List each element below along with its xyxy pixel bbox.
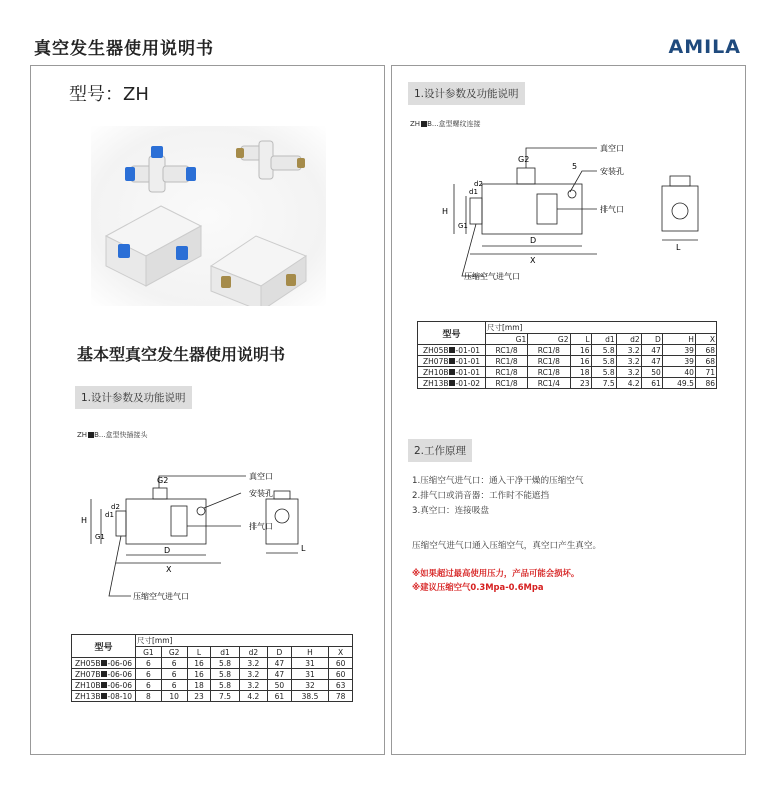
- column-header: X: [329, 647, 353, 658]
- column-header: d2: [239, 647, 267, 658]
- model-cell: ZH07B -06-06: [72, 669, 136, 680]
- right-diagram-l: L: [676, 243, 681, 252]
- model-cell: ZH10B -06-06: [72, 680, 136, 691]
- cell: 3.2: [239, 658, 267, 669]
- column-header: L: [570, 334, 591, 345]
- left-diagram-h: H: [81, 516, 88, 525]
- right-diagram-d: D: [530, 236, 537, 245]
- cell: 16: [187, 658, 211, 669]
- right-table-size-header: 尺寸[mm]: [486, 322, 717, 334]
- table-row: [418, 345, 717, 356]
- right-variant-caption: [410, 119, 481, 129]
- column-header: X: [695, 334, 716, 345]
- left-diagram-d1: d1: [105, 511, 114, 519]
- cell: 49.5: [662, 378, 695, 389]
- right-diagram-inlet: 压缩空气进气口: [464, 272, 520, 281]
- table-row: [72, 658, 353, 669]
- left-diagram-l: L: [301, 544, 306, 553]
- column-header: d1: [591, 334, 616, 345]
- model-cell: ZH05B -06-06: [72, 658, 136, 669]
- left-diagram-x: X: [166, 565, 172, 574]
- principle-3: 3.真空口：连接吸盘: [412, 506, 489, 516]
- cell: 5.8: [591, 345, 616, 356]
- left-spec-table: [71, 634, 353, 702]
- right-panel: [391, 65, 746, 755]
- cell: 47: [641, 356, 662, 367]
- model-cell: ZH13B -08-10: [72, 691, 136, 702]
- cell: 6: [161, 658, 187, 669]
- cell: 16: [187, 669, 211, 680]
- right-diagram-exhaust: 排气口: [600, 205, 624, 214]
- cell: 61: [641, 378, 662, 389]
- cell: 23: [187, 691, 211, 702]
- cell: 63: [329, 680, 353, 691]
- table-row: [418, 378, 717, 389]
- column-header: D: [268, 647, 292, 658]
- model-cell: ZH05B -01-01: [418, 345, 486, 356]
- cell: 3.2: [239, 680, 267, 691]
- column-header: G2: [161, 647, 187, 658]
- cell: 86: [695, 378, 716, 389]
- right-variant-suffix: B...盒型螺纹连接: [427, 120, 481, 128]
- table-row: [418, 356, 717, 367]
- right-variant-prefix: ZH: [410, 120, 421, 128]
- cell: 4.2: [239, 691, 267, 702]
- right-section-label: 1.设计参数及功能说明: [408, 82, 525, 105]
- left-variant-prefix: ZH: [77, 431, 88, 439]
- right-spec-table: [417, 321, 717, 389]
- principle-2: 2.排气口或消音器：工作时不能遮挡: [412, 491, 550, 501]
- right-diagram-vacuum: 真空口: [600, 144, 624, 153]
- left-diagram-d: D: [164, 546, 171, 555]
- left-diagram-d2: d2: [111, 503, 120, 511]
- left-diagram-inlet: 压缩空气进气口: [133, 592, 189, 601]
- left-diagram-g1: G1: [95, 533, 105, 541]
- cell: 16: [570, 345, 591, 356]
- warning-2: ※建议压缩空气0.3Mpa-0.6Mpa: [412, 582, 544, 592]
- table-row: [72, 669, 353, 680]
- left-variant-caption: [77, 430, 148, 440]
- cell: 7.5: [211, 691, 239, 702]
- column-header: G2: [528, 334, 570, 345]
- cell: RC1/8: [486, 356, 528, 367]
- product-photo: [91, 126, 326, 306]
- right-diagram-g1: G1: [458, 222, 468, 230]
- column-header: H: [662, 334, 695, 345]
- cell: 18: [570, 367, 591, 378]
- right-section2-label: 2.工作原理: [408, 439, 472, 462]
- cell: 60: [329, 669, 353, 680]
- right-diagram-five: 5: [572, 162, 578, 171]
- right-diagram-mount: 安装孔: [600, 167, 624, 176]
- cell: 6: [136, 680, 162, 691]
- cell: 6: [161, 680, 187, 691]
- cell: RC1/8: [528, 345, 570, 356]
- cell: 78: [329, 691, 353, 702]
- right-diagram-d2: d2: [474, 180, 483, 188]
- cell: 68: [695, 356, 716, 367]
- product-photo-illustration: [91, 126, 326, 306]
- cell: 32: [291, 680, 328, 691]
- cell: 50: [268, 680, 292, 691]
- cell: RC1/8: [486, 378, 528, 389]
- right-diagram-d1: d1: [469, 188, 478, 196]
- cell: 6: [161, 669, 187, 680]
- principle-1: 1.压缩空气进气口：通入干净干燥的压缩空气: [412, 476, 584, 486]
- cell: RC1/4: [528, 378, 570, 389]
- left-diagram-exhaust: 排气口: [249, 522, 273, 531]
- cell: 3.2: [616, 367, 641, 378]
- column-header: L: [187, 647, 211, 658]
- cell: 31: [291, 669, 328, 680]
- cell: 3.2: [616, 356, 641, 367]
- table-row: [72, 680, 353, 691]
- cell: 50: [641, 367, 662, 378]
- column-header: H: [291, 647, 328, 658]
- square-icon: [88, 432, 94, 438]
- model-cell: ZH13B -01-02: [418, 378, 486, 389]
- column-header: G1: [486, 334, 528, 345]
- cell: 68: [695, 345, 716, 356]
- left-subtitle: 基本型真空发生器使用说明书: [77, 345, 286, 364]
- cell: 61: [268, 691, 292, 702]
- principle-summary: 压缩空气进气口通入压缩空气，真空口产生真空。: [412, 541, 602, 551]
- column-header: G1: [136, 647, 162, 658]
- cell: 5.8: [211, 669, 239, 680]
- cell: 39: [662, 356, 695, 367]
- right-diagram-h: H: [442, 207, 449, 216]
- cell: 39: [662, 345, 695, 356]
- cell: 60: [329, 658, 353, 669]
- cell: 5.8: [591, 356, 616, 367]
- cell: 5.8: [211, 680, 239, 691]
- cell: 3.2: [239, 669, 267, 680]
- cell: 40: [662, 367, 695, 378]
- left-variant-suffix: B...盒型快插接头: [94, 431, 148, 439]
- right-diagram-x: X: [530, 256, 536, 265]
- model-label: 型号：ZH: [69, 84, 149, 105]
- cell: 7.5: [591, 378, 616, 389]
- cell: 71: [695, 367, 716, 378]
- column-header: D: [641, 334, 662, 345]
- model-cell: ZH07B -01-01: [418, 356, 486, 367]
- cell: 18: [187, 680, 211, 691]
- left-table-size-header: 尺寸[mm]: [136, 635, 353, 647]
- page-header: [0, 0, 775, 62]
- right-diagram-g2: G2: [518, 155, 530, 164]
- left-dimension-diagram: [71, 451, 371, 601]
- cell: RC1/8: [528, 367, 570, 378]
- cell: RC1/8: [528, 356, 570, 367]
- table-row: [72, 691, 353, 702]
- cell: 8: [136, 691, 162, 702]
- cell: 38.5: [291, 691, 328, 702]
- cell: 6: [136, 658, 162, 669]
- cell: 23: [570, 378, 591, 389]
- right-table-model-header: 型号: [418, 322, 486, 345]
- cell: 16: [570, 356, 591, 367]
- cell: 10: [161, 691, 187, 702]
- model-cell: ZH10B -01-01: [418, 367, 486, 378]
- cell: 4.2: [616, 378, 641, 389]
- table-row: [418, 367, 717, 378]
- cell: 5.8: [211, 658, 239, 669]
- left-diagram-mount: 安装孔: [249, 489, 273, 498]
- left-table-model-header: 型号: [72, 635, 136, 658]
- document-title: 真空发生器使用说明书: [34, 39, 214, 59]
- cell: RC1/8: [486, 345, 528, 356]
- column-header: d1: [211, 647, 239, 658]
- cell: 47: [641, 345, 662, 356]
- right-dimension-diagram: [412, 136, 732, 286]
- left-diagram-vacuum: 真空口: [249, 472, 273, 481]
- cell: RC1/8: [486, 367, 528, 378]
- cell: 5.8: [591, 367, 616, 378]
- cell: 31: [291, 658, 328, 669]
- column-header: d2: [616, 334, 641, 345]
- left-section-label: 1.设计参数及功能说明: [75, 386, 192, 409]
- cell: 47: [268, 658, 292, 669]
- left-panel: [30, 65, 385, 755]
- square-icon: [421, 121, 427, 127]
- cell: 47: [268, 669, 292, 680]
- left-diagram-g2: G2: [157, 476, 169, 485]
- cell: 3.2: [616, 345, 641, 356]
- warning-1: ※如果超过最高使用压力，产品可能会损坏。: [412, 568, 580, 578]
- cell: 6: [136, 669, 162, 680]
- brand-logo: AMILA: [668, 36, 741, 58]
